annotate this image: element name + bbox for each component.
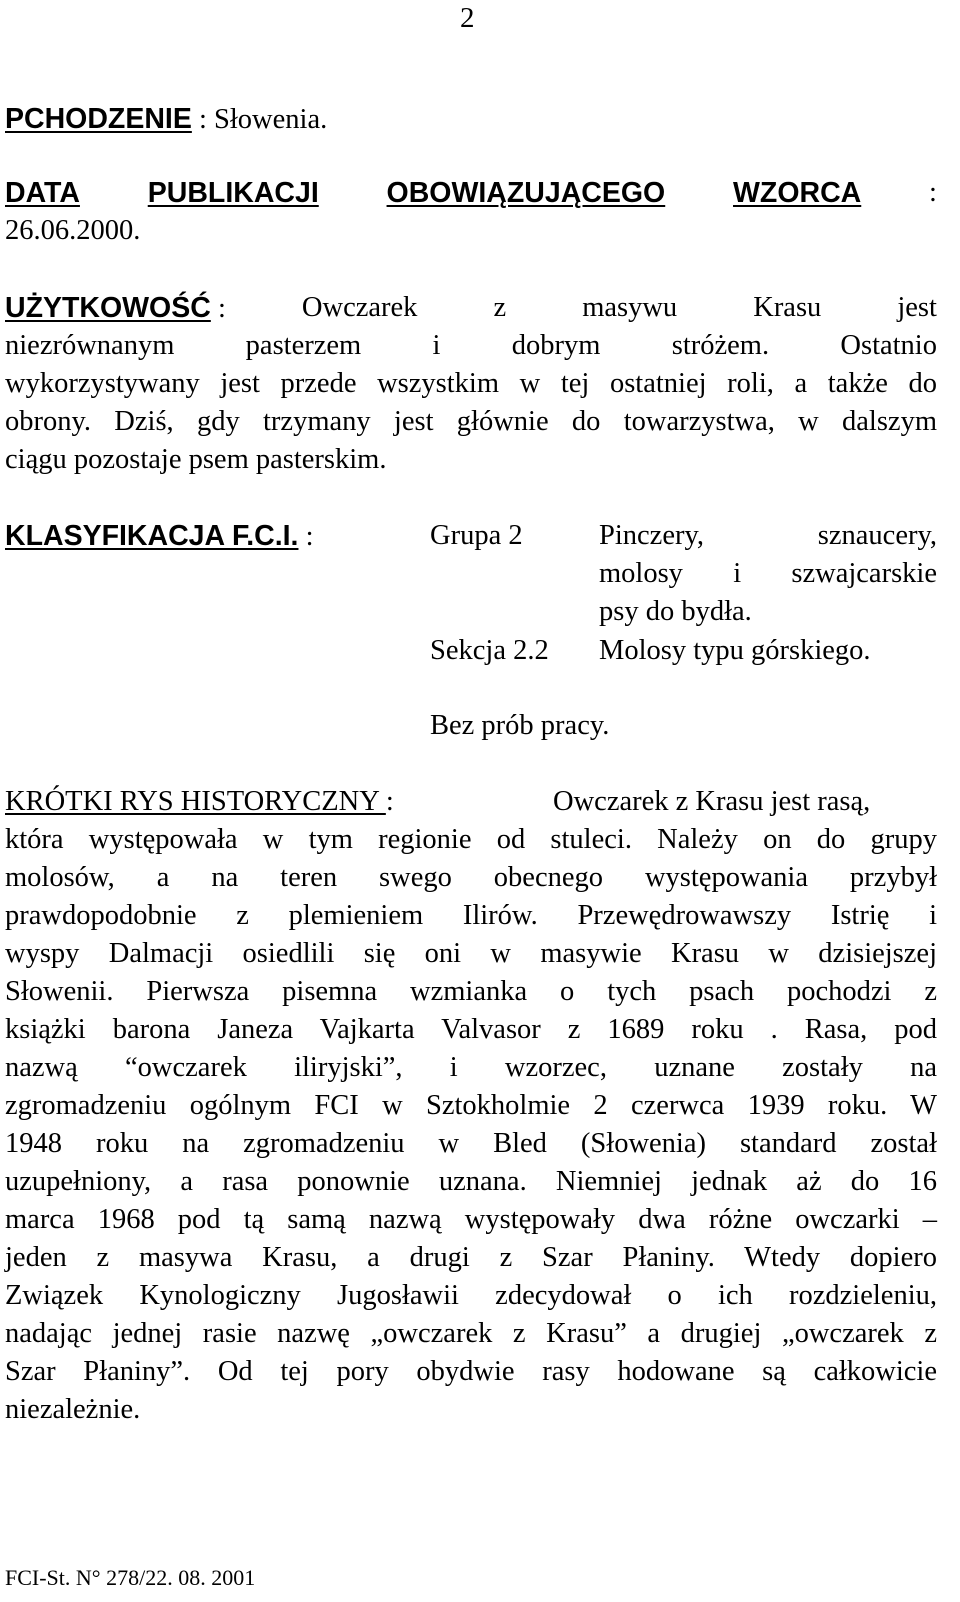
page-number: 2 <box>460 2 475 34</box>
utility-word: Ostatnio <box>840 330 937 361</box>
utility-word: masywu <box>582 292 678 323</box>
history-line: molosów, a na teren swego obecnego występowania przybył <box>5 862 937 893</box>
publication-label-word: DATA <box>5 177 80 209</box>
group-word: i <box>733 558 742 589</box>
history-line: 1948 roku na zgromadzeniu w Bled (Słowenia) standard został <box>5 1128 937 1159</box>
group-label: Grupa 2 <box>430 520 523 551</box>
history-colon: : <box>385 786 394 817</box>
utility-word: jest <box>897 292 937 323</box>
group-line-2 <box>599 555 937 593</box>
history-line: nadając jednej rasie nazwę „owczarek z Krasu” a drugiej „owczarek z <box>5 1318 937 1349</box>
history-label-line <box>5 783 394 821</box>
section-value: Molosy typu górskiego. <box>599 635 871 666</box>
publication-label-word: OBOWIĄZUJĄCEGO <box>386 177 666 209</box>
history-line: jeden z masywa Krasu, a drugi z Szar Płaniny. Wtedy dopiero <box>5 1242 937 1273</box>
publication-label-word: WZORCA <box>733 177 862 209</box>
publication-label-word: PUBLIKACJI <box>147 177 319 209</box>
classification-line <box>5 517 314 556</box>
classification-label: KLASYFIKACJA F.C.I. <box>5 520 299 552</box>
history-line: która występowała w tym regionie od stuleci. Należy on do grupy <box>5 824 937 855</box>
utility-word: i <box>432 330 441 361</box>
history-line: nazwą “owczarek iliryjski”, i wzorzec, uznane zostały na <box>5 1052 937 1083</box>
utility-word: z <box>493 292 507 323</box>
utility-line-2 <box>5 327 937 365</box>
history-line: zgromadzeniu ogólnym FCI w Sztokholmie 2 czerwca 1939 roku. W <box>5 1090 937 1121</box>
utility-line-4: obrony. Dziś, gdy trzymany jest głównie do towarzystwa, w dalszym <box>5 406 937 437</box>
utility-word: stróżem. <box>671 330 770 361</box>
group-line-1 <box>599 517 937 555</box>
utility-line-5: ciągu pozostaje psem pasterskim. <box>5 444 387 475</box>
history-line: wyspy Dalmacji osiedlili się oni w masywie Krasu w dzisiejszej <box>5 938 937 969</box>
history-line: prawdopodobnie z plemieniem Ilirów. Przewędrowawszy Istrię i <box>5 900 937 931</box>
work-trial: Bez prób pracy. <box>430 710 610 741</box>
publication-date: 26.06.2000. <box>5 215 141 246</box>
section-label: Sekcja 2.2 <box>430 635 549 666</box>
utility-word: niezrównanym <box>5 330 175 361</box>
utility-word: Krasu <box>753 292 822 323</box>
history-line-1-rest: Owczarek z Krasu jest rasą, <box>553 786 871 817</box>
group-word: Pinczery, <box>599 520 704 551</box>
utility-word: : <box>217 293 226 324</box>
origin-label: PCHODZENIE <box>5 103 192 135</box>
utility-word: pasterzem <box>245 330 362 361</box>
utility-word: dobrym <box>511 330 601 361</box>
history-line: uzupełniony, a rasa ponownie uznana. Niemniej jednak aż do 16 <box>5 1166 937 1197</box>
classification-colon: : <box>298 521 314 552</box>
utility-line-1 <box>5 289 937 328</box>
publication-line <box>5 174 937 212</box>
utility-line-3: wykorzystywany jest przede wszystkim w tej ostatniej roli, a także do <box>5 368 937 399</box>
history-line: marca 1968 pod tą samą nazwą występowały dwa różne owczarki – <box>5 1204 937 1235</box>
history-line: Związek Kynologiczny Jugosławii zdecydował o ich rozdzieleniu, <box>5 1280 937 1311</box>
utility-word: Owczarek <box>301 292 418 323</box>
history-line: Słowenii. Pierwsza pisemna wzmianka o tych psach pochodzi z <box>5 976 937 1007</box>
group-word: molosy <box>599 558 683 589</box>
group-word: sznaucery, <box>817 520 937 551</box>
utility-label: UŻYTKOWOŚĆ <box>5 292 211 324</box>
group-word: szwajcarskie <box>791 558 937 589</box>
history-line: książki barona Janeza Vajkarta Valvasor z 1689 roku . Rasa, pod <box>5 1014 937 1045</box>
footer-reference: FCI-St. N° 278/22. 08. 2001 <box>5 1565 256 1590</box>
group-line-3: psy do bydła. <box>599 596 752 627</box>
history-label: KRÓTKI RYS HISTORYCZNY <box>5 786 386 817</box>
origin-value: : Słowenia. <box>191 104 328 135</box>
origin-line <box>5 100 327 139</box>
history-line: Szar Płaniny”. Od tej pory obydwie rasy hodowane są całkowicie <box>5 1356 937 1387</box>
history-last-line: niezależnie. <box>5 1394 141 1425</box>
publication-colon: : <box>929 177 937 208</box>
